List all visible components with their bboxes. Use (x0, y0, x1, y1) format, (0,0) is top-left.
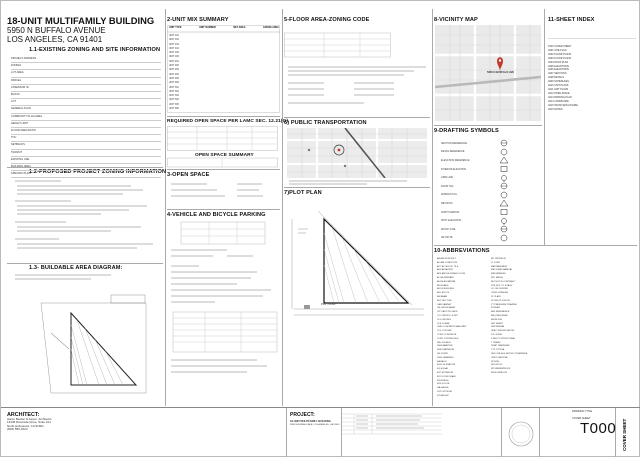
unit-mix-header: UNIT NUMBER (199, 26, 216, 29)
abbreviation-item: CIP CAST IN PLACE (437, 311, 458, 314)
drafting-symbol-label: WINDOW TAG (441, 193, 457, 197)
drafting-symbol-row (441, 208, 541, 217)
transit-notes (287, 179, 427, 187)
unit-mix-header: UNIT TYPE (169, 26, 182, 29)
sheet-index-row: A013 PARKING PLAN (548, 95, 572, 99)
drafting-symbol-icon (497, 234, 511, 242)
abbreviation-item: TYP TYPICAL (491, 349, 505, 352)
architect-line-1: Aaron Becker & Assoc. Architects (7, 417, 52, 421)
drafting-symbol-label: GRID LINE (441, 176, 453, 180)
abbreviation-item: PLYWD PLYWOOD (491, 299, 511, 302)
sheet-index-row: A001 SITE PLAN (548, 48, 567, 52)
abbreviation-item: CONT CONTINUOUS (437, 337, 459, 340)
abbreviation-item: WP WATERPROOF (491, 368, 511, 371)
row-divider (167, 209, 280, 210)
abbreviation-item: ALUM ALUMINUM (437, 280, 456, 283)
vicinity-label: 5950 N BUFFALO AVE (487, 71, 515, 74)
abbreviation-item: RM ROOM (491, 318, 502, 321)
public-transport-heading: 6) PUBLIC TRANSPORTATION (284, 120, 367, 126)
abbreviation-item: T TREAD (491, 341, 501, 344)
abbreviation-item: SIM SIMILAR (491, 326, 505, 329)
drafting-symbol-row (441, 216, 541, 225)
drafting-symbol-row (441, 173, 541, 182)
drafting-symbol-icon (497, 191, 511, 199)
drafting-symbol-label: SECTION REFERENCE (441, 141, 468, 145)
existing-zoning-table (11, 56, 161, 178)
drafting-symbol-label: ELEVATION REFERENCE (441, 158, 470, 162)
title-block-side (615, 408, 640, 457)
abbreviation-item: BLDG BUILDING (437, 288, 454, 291)
row-divider (284, 117, 430, 118)
zoning-row: BUILDING AREA (11, 164, 161, 171)
row-divider (167, 169, 280, 170)
open-space-heading: 3-OPEN SPACE (167, 172, 210, 178)
abbreviation-item: CAB CABINET (437, 303, 452, 306)
sheet-index-row: A009 SCHEDULES (548, 80, 569, 84)
abbreviation-item: FD FLOOR DRAIN (437, 375, 456, 378)
row-divider (7, 263, 163, 264)
sheet-number: T000 (580, 420, 617, 437)
unit-mix-row: UNIT 104 (169, 47, 179, 50)
abbreviation-item: AFF ABOVE FINISH FLOOR (437, 273, 466, 276)
abbreviation-item: ALT ALTERNATE (437, 276, 454, 279)
parking-notes (167, 220, 280, 400)
drafting-symbol-icon (497, 217, 511, 225)
address-line-2: LOS ANGELES, CA 91401 (7, 35, 103, 44)
zoning-row: BLOCK (11, 92, 161, 99)
abbreviation-item: HT HEIGHT (437, 394, 449, 397)
drafting-symbol-label: MATCH LINE (441, 227, 456, 231)
abbreviation-item: DN DOWN (437, 352, 448, 355)
abbreviation-item: W WITH (491, 360, 500, 363)
column-divider (165, 9, 166, 406)
abbreviation-item: GA GAUGE (437, 387, 449, 390)
architect-stamp (502, 408, 540, 457)
abbreviation-item: JT JOINT (491, 261, 501, 264)
unit-mix-row: UNIT 204 (169, 73, 179, 76)
floor-area-heading: 5-FLOOR AREA-ZONING CODE (284, 17, 370, 23)
unit-mix-row: UNIT 101 (169, 35, 179, 37)
abbreviation-item: DIM DIMENSION (437, 349, 455, 352)
proposed-zoning-notes (11, 177, 161, 259)
abbreviation-item: OC ON CENTER (491, 288, 508, 291)
project-address (7, 26, 106, 44)
unit-mix-row: UNIT 304 (169, 99, 179, 102)
abbreviation-item: ACT ACOUSTIC TILE (437, 265, 459, 268)
abbreviation-item: STRUCT STRUCTURAL (491, 337, 516, 340)
abbreviation-item: SPEC SPECIFICATION (491, 330, 515, 333)
abbreviation-item: WD WOOD (491, 364, 503, 367)
abbreviation-item: ADJ ADJACENT (437, 269, 454, 272)
unit-mix-row: UNIT 102 (169, 39, 179, 42)
unit-mix-row: UNIT 306 (169, 108, 179, 111)
buildable-area-heading: 1.3- BUILDABLE AREA DIAGRAM: (29, 265, 123, 271)
drafting-symbol-label: DOOR TAG (441, 184, 454, 188)
abbreviation-item: BOT BOTTOM (437, 299, 452, 302)
drafting-symbol-row (441, 182, 541, 191)
drafting-symbol-row (441, 139, 541, 148)
sheet-index-table (548, 27, 638, 111)
abbreviation-item: FIN FINISH (437, 379, 449, 382)
drawing-title-label: DRAWING TITLE (572, 410, 593, 413)
drafting-symbol-icon (497, 165, 511, 173)
abbreviation-item: NTS NOT TO SCALE (491, 284, 512, 287)
row-divider (434, 125, 542, 126)
abbreviation-item: TEMP TEMPERED (491, 345, 510, 348)
transit-map (287, 128, 427, 178)
abbreviation-item: R RISER (491, 307, 500, 310)
open-space-summary-heading: OPEN SPACE SUMMARY (195, 153, 254, 158)
drafting-symbol-row (441, 148, 541, 157)
plot-plan-heading: 7)PLOT PLAN (284, 190, 322, 196)
abbreviation-item: MAX MAXIMUM (491, 265, 507, 268)
title-block (1, 407, 640, 457)
drafting-symbol-icon (497, 156, 511, 164)
zoning-row: PROJECT ADDRESS (11, 56, 161, 63)
abbreviation-item: DWG DRAWING (437, 356, 454, 359)
sheet-index-rows (548, 45, 638, 111)
sheet-index-row: A014 LANDSCAPE (548, 99, 569, 103)
proposed-zoning-text-lines (11, 177, 161, 259)
abbreviation-item: MTL METAL (491, 276, 504, 279)
drafting-symbol-icon (497, 139, 511, 147)
abbreviation-item: STL STEEL (491, 333, 503, 336)
abbreviation-item: PT PRESSURE TREATED (491, 303, 518, 306)
zoning-row: TOC (11, 135, 161, 142)
zoning-row: GENERAL PLAN (11, 106, 161, 113)
sheet-index-header-line (548, 37, 638, 40)
sheet-index-row: A016 NOTES (548, 107, 563, 111)
abbreviation-item: COL COLUMN (437, 330, 452, 333)
drafting-symbol-row (441, 165, 541, 174)
drafting-symbol-label: REVISION (441, 201, 453, 205)
abbreviation-item: AC AIR CONDITION (437, 261, 458, 264)
drafting-symbol-row (441, 225, 541, 234)
architect-info (7, 412, 157, 432)
unit-mix-heading: 2-UNIT MIX SUMMARY (167, 17, 229, 23)
abbreviation-item: BM BEAM (437, 295, 448, 298)
unit-mix-row: UNIT 202 (169, 65, 179, 68)
abbreviation-item: EA EACH (437, 360, 447, 363)
unit-mix-row: UNIT 302 (169, 90, 179, 93)
unit-mix-row: UNIT 103 (169, 43, 179, 46)
row-divider (284, 187, 430, 188)
zoning-row: SETBACKS (11, 142, 161, 149)
abbreviation-item: MECH MECHANICAL (491, 269, 513, 272)
drafting-symbol-label: DETAIL REFERENCE (441, 150, 465, 154)
abbreviation-item: CLG CEILING (437, 318, 451, 321)
sheet-index-row: A004 ROOF PLAN (548, 60, 569, 64)
unit-mix-row: UNIT 303 (169, 95, 179, 98)
zoning-row: EXISTING USE (11, 157, 161, 164)
zoning-row: LOT (11, 99, 161, 106)
architect-line-4: (818) 555-0123 (7, 427, 28, 432)
unit-mix-table (167, 25, 280, 113)
unit-mix-row: UNIT 106 (169, 56, 179, 59)
abbreviation-item: CJ CONTROL JOINT (437, 314, 458, 317)
abbreviation-item: REQ REQUIRED (491, 314, 508, 317)
zoning-row: COMMUNITY PLAN AREA (11, 114, 161, 121)
existing-zoning-heading: 1.1-EXISTING ZONING AND SITE INFORMATION (29, 47, 161, 53)
abbreviation-item: DBL DOUBLE (437, 341, 451, 344)
drafting-symbols-list (441, 139, 541, 242)
abbreviations-heading: 10-ABBREVIATIONS (434, 248, 490, 254)
drafting-symbol-icon (497, 208, 511, 216)
abbreviation-item: OPNG OPENING (491, 292, 509, 295)
column-divider (432, 9, 433, 406)
unit-mix-row: UNIT 105 (169, 52, 179, 55)
zoning-row: FLOOR AREA RATIO (11, 128, 161, 135)
vehicle-parking-heading: 4-VEHICLE AND BICYCLE PARKING (167, 212, 266, 218)
unit-mix-row: UNIT 201 (169, 60, 179, 63)
zoning-row: ASSESSOR ID (11, 85, 161, 92)
abbreviation-item: EXT EXTERIOR (437, 371, 454, 374)
unit-mix-row: UNIT 301 (169, 86, 179, 89)
title-block-project-address: 5950 N BUFFALO AVE, LOS ANGELES, CA 91401 (290, 424, 340, 426)
abbreviation-item: SHT SHEET (491, 322, 504, 325)
drafting-symbol-row (441, 234, 541, 243)
abbreviation-item: DIA DIAMETER (437, 345, 453, 348)
unit-mix-row: UNIT 205 (169, 77, 179, 80)
sheet-index-row: A011 UNIT PLANS (548, 87, 569, 91)
column-divider (282, 9, 283, 406)
drafting-symbol-icon (497, 148, 511, 156)
floor-area-table (284, 27, 430, 115)
abbreviation-item: REF REFERENCE (491, 311, 510, 314)
plot-plan-label: PLOT PLAN (321, 303, 336, 306)
sheet-index-row: A007 SECTIONS (548, 72, 567, 76)
drafting-symbol-icon (497, 174, 511, 182)
abbreviation-item: WDW WINDOW (491, 371, 507, 374)
zoning-row: PARCEL (11, 78, 161, 85)
abbreviation-item: MIN MINIMUM (491, 273, 506, 276)
abbreviations-col-right (491, 258, 551, 376)
title-block-project-name: 18-UNIT MULTIFAMILY BUILDING (290, 420, 331, 423)
buildable-area-diagram (11, 273, 161, 403)
title-block-stamp (501, 408, 539, 457)
sheet-index-heading: 11-SHEET INDEX (548, 17, 595, 23)
abbreviation-item: UNO UNLESS NOTED OTHERWISE (491, 352, 528, 355)
sheet-index-row: A003 FLOOR PLANS (548, 56, 571, 60)
abbreviation-item: AB ANCHOR BOLT (437, 258, 457, 260)
architect-heading: ARCHITECT: (7, 412, 40, 418)
sheet-index-row: A005 ELEVATIONS (548, 64, 569, 68)
zoning-row: ZONING (11, 63, 161, 70)
sheet-index-row: A006 ELEVATIONS (548, 68, 569, 72)
sheet-index-row: A015 TRASH ENCLOSURE (548, 103, 578, 107)
drafting-symbols-heading: 9-DRAFTING SYMBOLS (434, 128, 499, 134)
zoning-row: TRANSIT (11, 150, 161, 157)
drafting-symbol-label: NORTH ARROW (441, 210, 460, 214)
unit-mix-header: NET AREA (233, 26, 246, 29)
abbreviation-item: CONC CONCRETE (437, 333, 457, 336)
zoning-row: LOT AREA (11, 70, 161, 77)
sheet-title: COVER SHEET (572, 417, 591, 420)
drafting-symbol-icon (497, 225, 511, 233)
transit-map-graphic (287, 128, 427, 178)
project-title: 18-UNIT MULTIFAMILY BUILDING (7, 15, 155, 26)
sheet-index-row: A010 UNIT PLANS (548, 84, 569, 88)
unit-mix-row: UNIT 203 (169, 69, 179, 72)
unit-mix-row: UNIT 206 (169, 82, 179, 85)
abbreviation-item: CLR CLEAR (437, 322, 450, 325)
abbreviation-item: VERT VERTICAL (491, 356, 509, 359)
open-space-tables (167, 126, 280, 168)
title-block-project (286, 408, 341, 457)
architect-line-3: North Hollywood, CA 91601 (7, 423, 44, 428)
drafting-symbol-row (441, 191, 541, 200)
plot-plan-drawing (284, 199, 430, 399)
sheet-index-row: T000 COVER SHEET (548, 45, 572, 48)
abbreviation-item: BLK BLOCK (437, 292, 450, 295)
zoning-row: SPECIFIC PLAN (11, 171, 161, 178)
vicinity-map-heading: 8-VICINITY MAP (434, 17, 478, 23)
drafting-symbol-row (441, 156, 541, 165)
address-line-1: 5950 N BUFFALO AVENUE (7, 26, 106, 35)
side-sheet-label: COVER SHEET (622, 418, 627, 451)
revision-table (342, 408, 442, 457)
abbreviations-col-left (437, 258, 489, 398)
proposed-zoning-heading: 1.2-PROPOSED PROJECT ZONING INFORMATION (29, 169, 167, 175)
title-block-revisions (341, 408, 441, 457)
drafting-symbol-row (441, 199, 541, 208)
sheet-index-row: A002 FLOOR PLANS (548, 52, 571, 56)
drafting-symbol-label: SPOT ELEVATION (441, 219, 462, 223)
abbreviation-item: BD BOARD (437, 284, 449, 287)
drafting-symbol-label: INTERIOR ELEVATION (441, 167, 467, 171)
abbreviation-item: INT INTERIOR (491, 258, 506, 260)
open-space-notes (167, 181, 280, 207)
zoning-row: HEIGHT LIMIT (11, 121, 161, 128)
row-divider (434, 245, 637, 246)
unit-mix-row: UNIT 305 (169, 103, 179, 106)
unit-mix-headers (169, 26, 279, 29)
abbreviation-item: PL PLATE (491, 295, 501, 298)
column-divider (544, 9, 545, 245)
abbreviation-item: EQ EQUAL (437, 368, 449, 371)
abbreviation-item: CB CATCH BASIN (437, 307, 456, 310)
sheet-index-row: A008 DETAILS (548, 76, 565, 80)
architect-line-2: 12345 Riverside Drive, Suite 101 (7, 420, 51, 425)
unit-mix-rows (169, 34, 279, 111)
open-space-req-heading: REQUIRED OPEN SPACE PER LAMC SEC. 12.21(G) (167, 119, 289, 124)
drafting-symbol-label: KEYNOTE (441, 236, 453, 240)
project-label: PROJECT: (290, 412, 315, 418)
abbreviation-item: GYP GYPSUM (437, 390, 452, 393)
sheet-index-row: A012 OPEN SPACE (548, 91, 570, 95)
abbreviation-item: CMU CONCRETE MASONRY (437, 326, 467, 329)
abbreviation-item: FLR FLOOR (437, 383, 450, 386)
drafting-symbol-icon (497, 199, 511, 207)
unit-mix-header: GROSS AREA (263, 26, 279, 29)
drafting-symbol-icon (497, 182, 511, 190)
abbreviation-item: ELEV ELEVATION (437, 364, 456, 367)
row-divider (167, 116, 280, 117)
abbreviation-item: NIC NOT IN CONTRACT (491, 280, 516, 283)
